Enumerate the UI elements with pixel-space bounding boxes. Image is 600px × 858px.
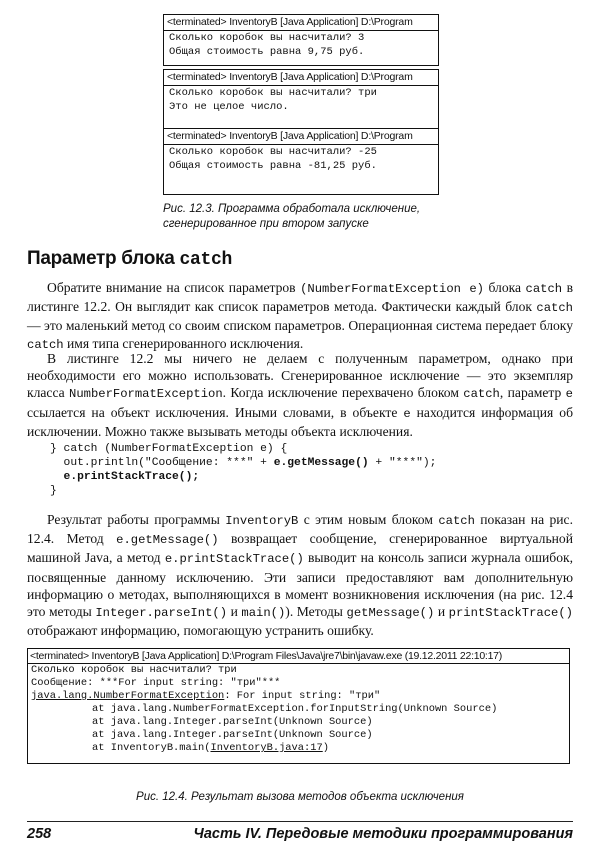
console-line: java.lang.NumberFormatException: For input string: "три" — [31, 690, 381, 702]
console-line: at InventoryB.main(InventoryB.java:17) — [92, 742, 329, 754]
console-line: at java.lang.Integer.parseInt(Unknown Source) — [92, 729, 373, 741]
caption-line: сгенерированное при втором запуске — [163, 218, 369, 230]
console-line: Это не целое число. — [169, 101, 289, 113]
console-panel-1 — [163, 14, 439, 66]
section-title-code: catch — [179, 250, 233, 270]
console-line: at java.lang.Integer.parseInt(Unknown Source) — [92, 716, 373, 728]
paragraph-3: Результат работы программы InventoryB с этим новым блоком catch показан на рис. 12.4. Метод e.getMessage() возвращает сообщение, сгенерированное виртуальной машиной Java, а метод e.printStackTrace() выводит на консоль записи журнала ошибок, посвященные данному исключению. Эти записи предоставляют вам дополнительную информацию о методах, выполняющихся в момент возникновения исключения (на рис. 12.4 это методы Integer.parseInt() и main()). Методы getMessage() и printStackTrace() отображают информацию, помогающую устранить ошибку. — [27, 512, 574, 639]
console-line: Сколько коробок вы насчитали? 3 — [169, 32, 365, 44]
figure-caption-12-4: Рис. 12.4. Результат вызова методов объекта исключения — [136, 791, 464, 803]
source-link[interactable]: InventoryB.java:17 — [210, 742, 323, 754]
section-title — [27, 248, 232, 270]
caption-line: Рис. 12.3. Программа обработала исключение, — [163, 203, 421, 215]
figure-caption-12-3 — [163, 202, 420, 232]
code-line: e.printStackTrace(); — [50, 471, 200, 483]
console-panel-3 — [163, 128, 439, 195]
console-line: Сколько коробок вы насчитали? три — [31, 664, 237, 676]
console-line: at java.lang.NumberFormatException.forInputString(Unknown Source) — [92, 703, 498, 715]
console-panel-stacktrace — [27, 648, 570, 764]
console-panel-2 — [163, 69, 439, 132]
console-header: <terminated> InventoryB [Java Application] D:\Program Files\Java\jre7\bin\javaw.exe (19.12.2011 22:10:17) — [28, 649, 569, 664]
console-line: Общая стоимость равна 9,75 руб. — [169, 46, 365, 58]
code-line: } catch (NumberFormatException e) { — [50, 443, 288, 455]
console-line: Сколько коробок вы насчитали? три — [169, 87, 377, 99]
chapter-title: Часть IV. Передовые методики программирования — [193, 826, 573, 842]
console-line: Сообщение: ***For input string: "три"*** — [31, 677, 281, 689]
section-title-text: Параметр блока — [27, 248, 180, 269]
console-header: <terminated> InventoryB [Java Application] D:\Program — [164, 129, 438, 145]
code-line: out.println("Сообщение: ***" + e.getMessage() + "***"); — [50, 457, 437, 469]
console-header: <terminated> InventoryB [Java Application] D:\Program — [164, 15, 438, 31]
code-listing — [50, 442, 436, 498]
exception-link[interactable]: java.lang.NumberFormatException — [31, 690, 225, 702]
code-line: } — [50, 485, 57, 497]
footer-rule — [27, 821, 573, 822]
paragraph-2: В листинге 12.2 мы ничего не делаем с полученным параметром, однако при необходимости его можно использовать. Сгенерированное исключение — это экземпляр класса NumberFormatException. Когда исключение перехвачено блоком catch, параметр e ссылается на объект исключения. Иными словами, в объекте e находится информация об исключении. Можно также вызывать методы объекта исключения. — [27, 351, 573, 439]
console-line: Сколько коробок вы насчитали? -25 — [169, 146, 377, 158]
paragraph-1: Обратите внимание на список параметров (NumberFormatException e) блока catch в листинге 12.2. Он выглядит как список параметров метода. Фактически каждый блок catch — это маленький метод со своим списком параметров. Операционная система передает блоку catch имя типа сгенерированного исключения. — [27, 280, 573, 352]
console-line: Общая стоимость равна -81,25 руб. — [169, 160, 377, 172]
console-header: <terminated> InventoryB [Java Application] D:\Program — [164, 70, 438, 86]
page-number: 258 — [27, 826, 52, 842]
